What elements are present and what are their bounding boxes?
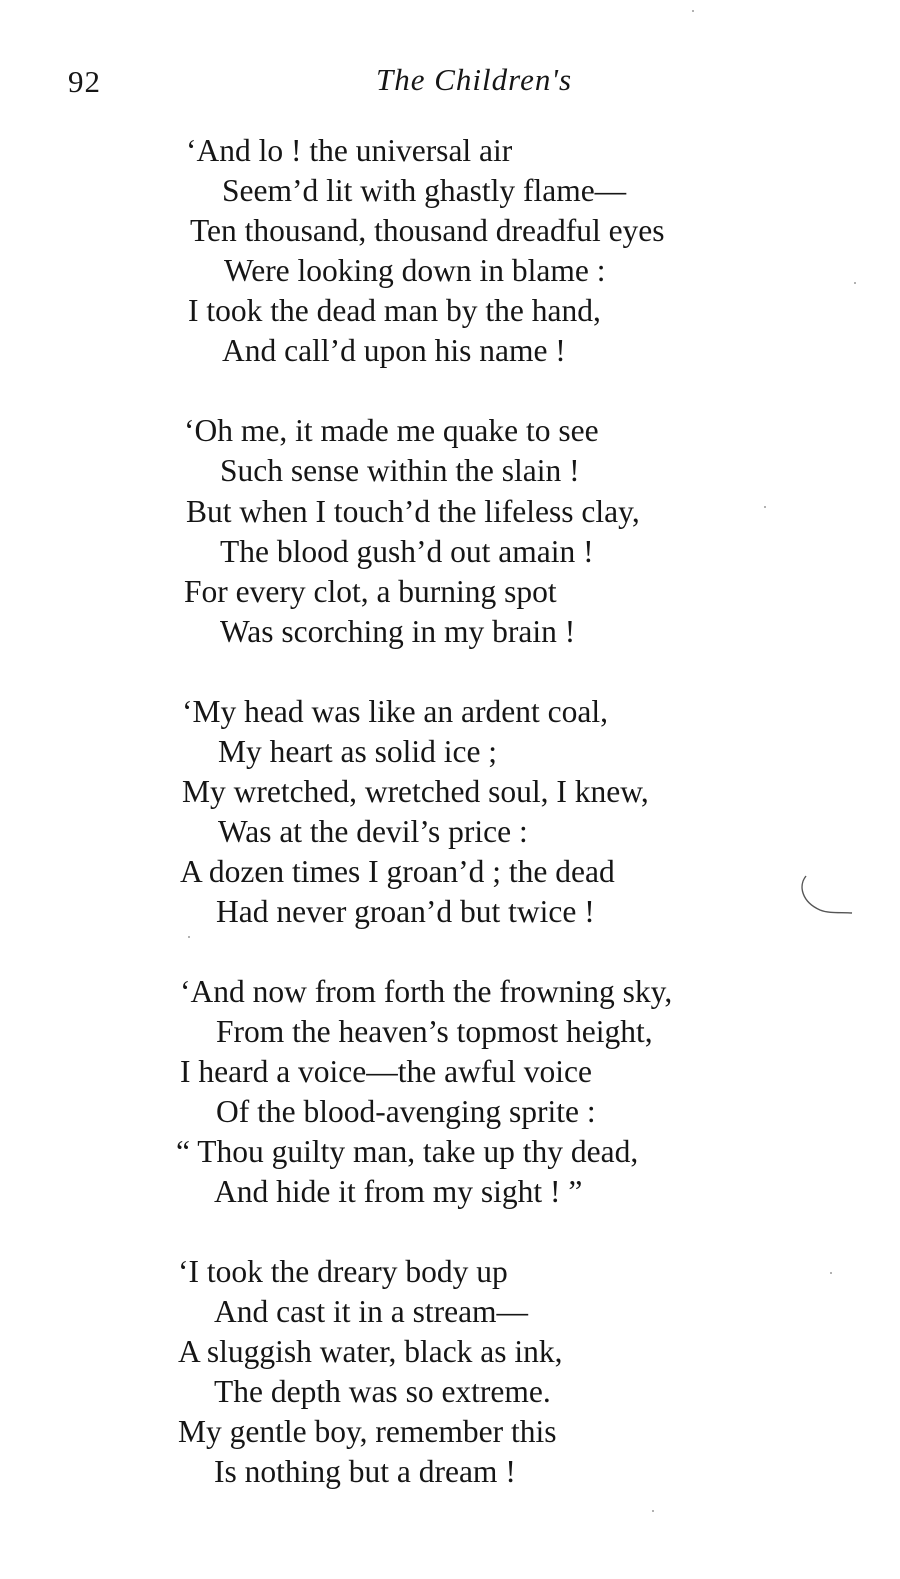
poem-line: The blood gush’d out amain ! bbox=[220, 534, 594, 569]
poem-line: A sluggish water, black as ink, bbox=[178, 1334, 563, 1369]
scan-speck bbox=[188, 936, 190, 938]
poem-line: My gentle boy, remember this bbox=[178, 1414, 557, 1449]
poem-line: Seem’d lit with ghastly flame— bbox=[222, 173, 627, 208]
poem-line: “ Thou guilty man, take up thy dead, bbox=[176, 1134, 639, 1169]
margin-pencil-mark bbox=[796, 872, 856, 922]
poem-line: I took the dead man by the hand, bbox=[188, 293, 601, 328]
poem-line: ‘My head was like an ardent coal, bbox=[182, 694, 608, 729]
poem-line: For every clot, a burning spot bbox=[184, 574, 557, 609]
poem-line: My wretched, wretched soul, I knew, bbox=[182, 774, 649, 809]
scan-speck bbox=[764, 506, 766, 508]
scan-speck bbox=[652, 1510, 654, 1512]
poem-line: And call’d upon his name ! bbox=[222, 333, 566, 368]
page-number: 92 bbox=[68, 64, 101, 99]
poem-line: Was scorching in my brain ! bbox=[220, 614, 576, 649]
scan-speck bbox=[692, 10, 694, 12]
scan-speck bbox=[830, 1272, 832, 1274]
poem-line: ‘I took the dreary body up bbox=[178, 1254, 508, 1289]
poem-line: My heart as solid ice ; bbox=[218, 734, 498, 769]
poem-line: ‘Oh me, it made me quake to see bbox=[184, 413, 599, 448]
poem-line: ‘And now from forth the frowning sky, bbox=[180, 974, 673, 1009]
poem-line: Was at the devil’s price : bbox=[218, 814, 528, 849]
poem-line: Had never groan’d but twice ! bbox=[216, 894, 595, 929]
poem-line: But when I touch’d the lifeless clay, bbox=[186, 494, 640, 529]
poem-line: Of the blood-avenging sprite : bbox=[216, 1094, 596, 1129]
running-title: The Children's bbox=[376, 62, 573, 97]
poem-line: A dozen times I groan’d ; the dead bbox=[180, 854, 615, 889]
poem-line: And hide it from my sight ! ” bbox=[214, 1174, 583, 1209]
scan-speck bbox=[854, 282, 856, 284]
poem-line: ‘And lo ! the universal air bbox=[186, 133, 513, 168]
poem-line: Ten thousand, thousand dreadful eyes bbox=[190, 213, 665, 248]
poem-line: Were looking down in blame : bbox=[224, 253, 606, 288]
poem-line: Is nothing but a dream ! bbox=[214, 1454, 516, 1489]
poem-line: Such sense within the slain ! bbox=[220, 453, 580, 488]
poem-line: And cast it in a stream— bbox=[214, 1294, 529, 1329]
poem-line: I heard a voice—the awful voice bbox=[180, 1054, 592, 1089]
poem-line: From the heaven’s topmost height, bbox=[216, 1014, 653, 1049]
poem-line: The depth was so extreme. bbox=[214, 1374, 551, 1409]
